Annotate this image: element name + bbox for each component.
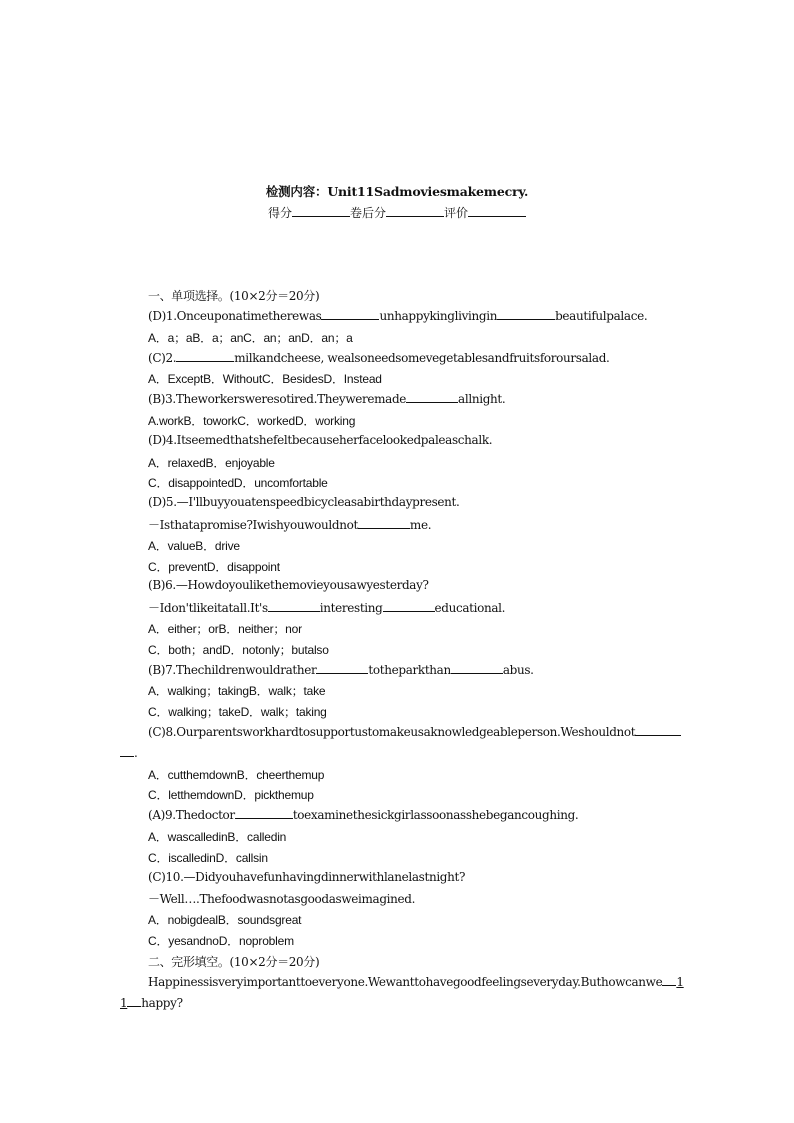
blank-number: 1 <box>120 996 128 1010</box>
question-5: (D)5.—I'llbuyyouatenspeedbicycleasabirthdaypresent. <box>148 495 460 509</box>
cloze-paragraph-continued <box>120 995 183 1010</box>
paper-score-blank[interactable] <box>386 205 444 217</box>
question-7-options-1: A．walking；takingB．walk；take <box>148 684 326 698</box>
question-text: (D)1.Onceuponatimetherewas <box>148 309 322 323</box>
question-text: educational. <box>434 601 506 615</box>
question-7-options-2: C．walking；takeD．walk；taking <box>148 705 327 719</box>
passage-text: happy? <box>141 996 183 1010</box>
question-text: (B)7.Thechildrenwouldrather <box>148 663 317 677</box>
question-5-reply <box>148 516 431 533</box>
question-3 <box>148 391 505 406</box>
question-9-options-2: C．iscalledinD．callsin <box>148 851 268 865</box>
question-text: －Idon'tlikeitatall.It's <box>148 601 268 615</box>
question-text: abus. <box>502 663 534 677</box>
question-6: (B)6.—Howdoyoulikethemovieyousawyesterday? <box>148 578 429 592</box>
question-5-options-1: A．valueB．drive <box>148 539 240 553</box>
passage-text: Happinessisveryimportanttoeveryone.Wewanttohavegoodfeelingseveryday.Buthowcanwe <box>148 975 663 989</box>
answer-blank[interactable] <box>176 350 234 362</box>
question-6-reply <box>148 599 505 616</box>
question-8-options-2: C．letthemdownD．pickthemup <box>148 788 314 802</box>
score-blank[interactable] <box>292 205 350 217</box>
question-4: (D)4.Itseemedthatshefeltbecauseherfacelookedpaleaschalk. <box>148 433 493 447</box>
question-text: (A)9.Thedoctor <box>148 808 235 822</box>
question-8-options-1: A．cutthemdownB．cheerthemup <box>148 768 325 782</box>
question-text: . <box>134 746 138 760</box>
question-text: toexaminethesickgirlassoonasshebegancoughing. <box>292 808 579 822</box>
question-1 <box>148 308 647 323</box>
blank-number: 1 <box>676 975 684 989</box>
question-8 <box>148 724 681 739</box>
question-text: interesting <box>319 601 383 615</box>
question-1-options: A．a；aB．a；anC．an；anD．an；a <box>148 331 353 345</box>
question-text: allnight. <box>458 392 506 406</box>
score-label: 得分 <box>267 206 292 220</box>
question-5-options-2: C．preventD．disappoint <box>148 560 280 574</box>
question-7 <box>148 662 534 677</box>
question-text: (B)3.Theworkersweresotired.Theyweremade <box>148 392 407 406</box>
answer-blank[interactable] <box>497 308 555 320</box>
question-text: (C)2. <box>148 351 177 365</box>
answer-blank[interactable] <box>662 974 676 986</box>
section-heading: 一、单项选择。(10×2分＝20分) <box>148 289 320 303</box>
answer-blank[interactable] <box>635 724 681 736</box>
question-9-options-1: A．wascalledinB．calledin <box>148 830 287 844</box>
question-4-options-2: C．disappointedD．uncomfortable <box>148 476 328 490</box>
question-4-options-1: A．relaxedB．enjoyable <box>148 456 275 470</box>
question-text: unhappykinglivingin <box>379 309 498 323</box>
answer-blank[interactable] <box>127 995 141 1007</box>
question-text: beautifulpalace. <box>555 309 648 323</box>
question-3-options: A.workB．toworkC．workedD．working <box>148 414 356 428</box>
question-text: (C)8.Ourparentsworkhardtosupportustomakeusaknowledgeableperson.Weshouldnot <box>148 725 636 739</box>
cloze-paragraph <box>148 974 684 989</box>
evaluation-blank[interactable] <box>468 205 526 217</box>
question-text: totheparkthan <box>368 663 451 677</box>
answer-blank[interactable] <box>406 391 458 403</box>
question-2 <box>148 350 610 365</box>
answer-blank[interactable] <box>316 662 368 674</box>
question-text: milkandcheese, wealsoneedsomevegetablesandfruitsforoursalad. <box>234 351 610 365</box>
question-10-options-2: C．yesandnoD．noproblem <box>148 934 294 948</box>
question-10-reply: －Well….Thefoodwasnotasgoodasweimagined. <box>148 892 416 906</box>
question-10-options-1: A．nobigdealB．soundsgreat <box>148 913 302 927</box>
paper-score-label: 卷后分 <box>349 206 386 220</box>
question-8-continued <box>120 745 137 760</box>
answer-blank[interactable] <box>451 662 503 674</box>
question-9 <box>148 807 578 822</box>
evaluation-label: 评价 <box>444 206 469 220</box>
score-line <box>0 204 794 221</box>
answer-blank[interactable] <box>120 745 134 757</box>
question-text: －Isthatapromise?Iwishyouwouldnot <box>148 518 358 532</box>
page-title: 检测内容：Unit11Sadmoviesmakemecry. <box>265 184 529 199</box>
answer-blank[interactable] <box>358 517 410 529</box>
question-text: me. <box>409 518 432 532</box>
question-10: (C)10.—Didyouhavefunhavingdinnerwithlanelastnight? <box>148 870 466 884</box>
answer-blank[interactable] <box>268 600 320 612</box>
section-heading: 二、完形填空。(10×2分＝20分) <box>148 955 320 969</box>
question-6-options-2: C．both；andD．notonly；butalso <box>148 643 329 657</box>
answer-blank[interactable] <box>383 600 435 612</box>
answer-blank[interactable] <box>235 807 293 819</box>
answer-blank[interactable] <box>321 308 379 320</box>
question-2-options: A．ExceptB．WithoutC．BesidesD．Instead <box>148 372 382 386</box>
question-6-options-1: A．either；orB．neither；nor <box>148 622 302 636</box>
